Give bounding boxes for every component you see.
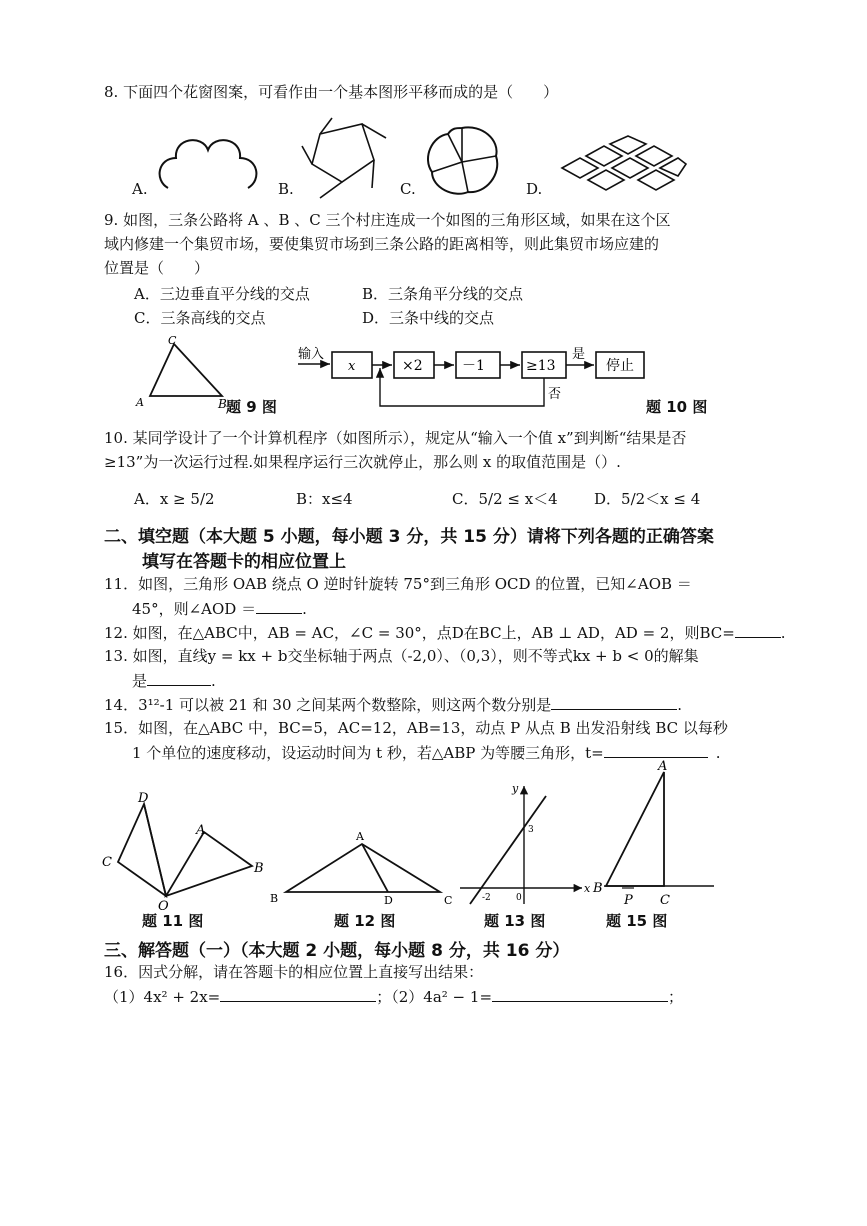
fig15-label-b: B xyxy=(593,881,603,896)
section3-heading: 三、解答题（一）（本大题 2 小题，每小题 8 分，共 16 分） xyxy=(104,941,570,961)
q12-answer-blank[interactable] xyxy=(735,622,781,638)
flow-no-label: 否 xyxy=(548,387,562,402)
q16-part2-blank[interactable] xyxy=(492,986,668,1002)
q9-caption: 题 9 图 xyxy=(226,398,277,416)
q8-option-a: A. xyxy=(132,180,148,198)
q13-line2 xyxy=(132,670,216,691)
fig11-label-a: A xyxy=(196,823,206,838)
q8-option-d: D. xyxy=(526,180,543,198)
fig13-label-origin: 0 xyxy=(516,893,522,903)
fig12-caption: 题 12 图 xyxy=(334,912,396,930)
flow-x-box: x xyxy=(348,359,356,374)
q8-figure-b xyxy=(302,116,388,200)
flow-minus-box: －1 xyxy=(462,358,485,374)
q8-stem: 8. 下面四个花窗图案，可看作由一个基本图形平移而成的是（ ） xyxy=(104,83,559,101)
q9-label-b: B xyxy=(218,397,227,411)
q15-line2-text: 1 个单位的速度移动，设运动时间为 t 秒，若△ABP 为等腰三角形，t= xyxy=(132,744,604,762)
q10-stem-line1: 10. 某同学设计了一个计算机程序（如图所示），规定从“输入一个值 x”到判断“结果是否 xyxy=(104,429,687,447)
q11-line2-text: 45°，则∠AOD ＝ xyxy=(132,600,257,618)
flow-yes-label: 是 xyxy=(572,347,586,362)
q10-option-b: B：x≤4 xyxy=(296,490,353,508)
fig11-label-b: B xyxy=(254,861,264,876)
q16-stem: 16．因式分解，请在答题卡的相应位置上直接写出结果： xyxy=(104,963,484,981)
q14-end: . xyxy=(677,696,683,714)
fig11-rotation-figure xyxy=(100,790,270,914)
q14-text: 14．3¹²-1 可以被 21 和 30 之间某两个数整除，则这两个数分别是 xyxy=(104,696,552,714)
q8-figure-d xyxy=(562,140,686,194)
q10-flowchart xyxy=(296,344,686,410)
q9-option-a: A．三边垂直平分线的交点 xyxy=(134,285,310,303)
q16-end: ； xyxy=(668,988,684,1006)
q9-stem-line1: 9. 如图，三条公路将 A 、B 、C 三个村庄连成一个如图的三角形区域，如果在这个区 xyxy=(104,211,671,229)
q9-label-c: C xyxy=(168,334,177,347)
q13-line1: 13. 如图，直线y = kx + b交坐标轴于两点（-2,0）、（0,3），则不等式kx + b < 0的解集 xyxy=(104,647,699,665)
q15-line1: 15．如图，在△ABC 中，BC=5，AC=12，AB=13，动点 P 从点 B 出发沿射线 BC 以每秒 xyxy=(104,719,728,737)
fig12-label-a: A xyxy=(356,830,364,843)
section2-heading-line2: 填写在答题卡的相应位置上 xyxy=(142,552,346,572)
q8-option-c: C. xyxy=(400,180,416,198)
q11-line2 xyxy=(132,598,307,619)
q8-option-b: B. xyxy=(278,180,294,198)
fig15-label-c: C xyxy=(660,893,670,908)
fig13-caption: 题 13 图 xyxy=(484,912,546,930)
section2-heading-line1: 二、填空题（本大题 5 小题，每小题 3 分，共 15 分）请将下列各题的正确答案 xyxy=(104,527,714,547)
q9-option-d: D．三条中线的交点 xyxy=(362,309,495,327)
fig12-label-b: B xyxy=(270,892,279,905)
fig11-label-d: D xyxy=(138,791,149,806)
fig13-label-neg2: -2 xyxy=(482,893,491,903)
q8-figure-c xyxy=(424,122,500,196)
flow-stop-box: 停止 xyxy=(606,358,634,374)
q12-end: . xyxy=(780,624,786,642)
fig15-label-p: P xyxy=(624,893,633,908)
fig15-label-x: x xyxy=(584,882,591,895)
q9-label-a: A xyxy=(136,396,144,409)
q12-line xyxy=(104,622,786,643)
fig13-label-3: 3 xyxy=(528,825,534,835)
fig15-right-triangle-figure xyxy=(584,759,718,910)
q9-stem-line2: 域内修建一个集贸市场，要使集贸市场到三条公路的距离相等，则此集贸市场应建的 xyxy=(104,235,660,253)
q8-figure-a xyxy=(158,128,258,196)
fig15-caption: 题 15 图 xyxy=(606,912,668,930)
fig13-axes-figure xyxy=(456,780,586,908)
q13-end: . xyxy=(211,672,216,690)
q10-option-a: A．x ≥ 5/2 xyxy=(134,490,215,508)
q15-line2 xyxy=(132,742,721,763)
fig13-label-y: y xyxy=(512,782,519,795)
q14-answer-blank[interactable] xyxy=(551,694,677,710)
q9-option-b: B．三条角平分线的交点 xyxy=(362,285,524,303)
q10-stem-line2: ≥13”为一次运行过程.如果程序运行三次就停止，那么则 x 的取值范围是（）. xyxy=(104,453,621,471)
q13-line2-text: 是 xyxy=(132,672,148,690)
q9-stem-line3: 位置是（ ） xyxy=(104,259,210,277)
q15-end: . xyxy=(715,744,721,762)
flow-mul-box: ×2 xyxy=(402,358,423,374)
fig12-label-c: C xyxy=(444,894,453,907)
q16-parts xyxy=(104,986,683,1007)
q9-option-c: C．三条高线的交点 xyxy=(134,309,266,327)
q14-line xyxy=(104,694,682,715)
q16-part1-text: （1）4x² + 2x= xyxy=(104,988,221,1006)
q12-text: 12. 如图，在△ABC中，AB = AC，∠C = 30°，点D在BC上，AB ⊥ AD，AD = 2，则BC= xyxy=(104,624,735,642)
fig11-caption: 题 11 图 xyxy=(142,912,204,930)
q11-line1: 11．如图，三角形 OAB 绕点 O 逆时针旋转 75°到三角形 OCD 的位置，已知∠AOB ＝ xyxy=(104,575,692,593)
q10-caption: 题 10 图 xyxy=(646,398,708,416)
q10-option-c: C．5/2 ≤ x＜4 xyxy=(452,490,558,508)
fig12-label-d: D xyxy=(384,894,393,907)
fig15-label-a: A xyxy=(658,759,668,774)
fig11-label-o: O xyxy=(158,899,169,914)
q11-answer-blank[interactable] xyxy=(256,598,302,614)
fig12-triangle-figure xyxy=(268,828,458,908)
q16-part1-blank[interactable] xyxy=(220,986,376,1002)
q13-answer-blank[interactable] xyxy=(147,670,211,686)
flow-input-label: 输入 xyxy=(298,347,325,362)
q10-option-d: D．5/2＜x ≤ 4 xyxy=(594,490,701,508)
q16-part2-text: ；（2）4a² − 1= xyxy=(376,988,493,1006)
fig11-label-c: C xyxy=(102,855,112,870)
q11-line2-end: . xyxy=(302,600,307,618)
flow-cond-box: ≥13 xyxy=(526,358,556,374)
q15-answer-blank[interactable] xyxy=(604,742,708,758)
